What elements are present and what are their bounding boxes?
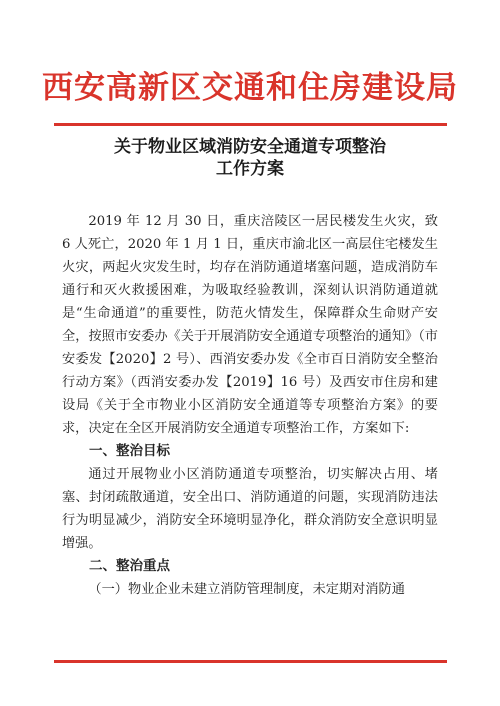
- focus-item-1: （一）物业企业未建立消防管理制度，未定期对消防通: [88, 582, 405, 597]
- section-heading-goals: 一、整治目标: [89, 443, 170, 459]
- section-heading-focus: 二、整治重点: [89, 558, 170, 574]
- document-title-line-1: 关于物业区域消防安全通道专项整治: [114, 137, 386, 157]
- document-title: [0, 136, 500, 180]
- goals-paragraph: 通过开展物业小区消防通道专项整治，切实解决占用、堵塞、封闭疏散通道，安全出口、消防通道的问题，实现消防违法行为明显减少，消防安全环境明显净化，群众消防安全意识明显增强。: [62, 467, 438, 551]
- intro-paragraph: 2019 年 12 月 30 日，重庆涪陵区一居民楼发生火灾，致 6 人死亡，2020 年 1 月 1 日，重庆市渝北区一高层住宅楼发生火灾，两起火灾发生时，均存在消防通道堵塞问题，造成消防车通行和灭火救援困难，为吸取经验教训，深刻认识消防通道就是“生命通道”的重要性，防范火情发生，保障群众生命财产安全，按照市安委办《关于开展消防安全通道专项整治的通知》（市安委发【2020】2 号）、西消安委办发《全市百日消防安全整治行动方案》（西消安委办发【2019】16 号）及西安市住房和建设局《关于全市物业小区消防安全通道等专项整治方案》的要求，决定在全区开展消防安全通道专项整治工作，方案如下:: [62, 214, 438, 436]
- footer-divider: [54, 660, 447, 663]
- agency-letterhead: 西安高新区交通和住房建设局: [42, 70, 458, 106]
- letterhead-divider: [54, 123, 447, 126]
- document-body: [62, 210, 438, 601]
- document-title-line-2: 工作方案: [216, 159, 284, 179]
